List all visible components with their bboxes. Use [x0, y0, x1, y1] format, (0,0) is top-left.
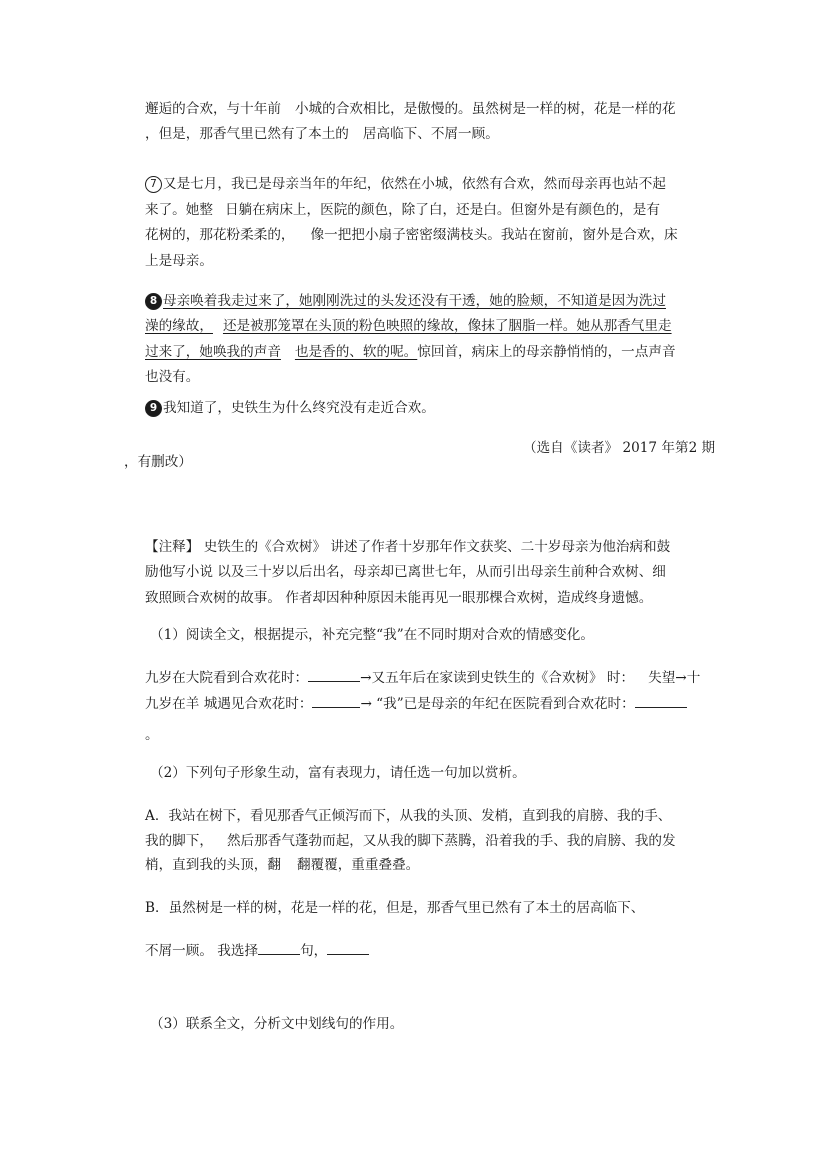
answer-blank-3[interactable] [635, 695, 687, 708]
text-segment: 也没有。 [145, 369, 200, 385]
para8-line-1 [145, 292, 666, 310]
para7-line-3 [145, 226, 678, 244]
note-line-2: 励他写小说 以及三十岁以后出名，母亲却已离世七年，从而引出母亲生前种合欢树、细 [145, 564, 666, 580]
para6-line-1 [145, 100, 676, 118]
option-b-line-2 [145, 942, 369, 960]
underlined-text: 澡的缘故， [145, 318, 213, 334]
option-a-line-3 [145, 856, 419, 874]
text-segment: 小城的合欢相比，是傲慢的。虽然树是一样的树，花是一样的花 [294, 101, 676, 117]
text-segment: 来了。她整 [145, 202, 213, 218]
text-segment: 梢，直到我的头顶，翻 [145, 857, 281, 873]
underlined-text: 过来了，她唤我的声音 [145, 344, 281, 360]
source-line-2: ，有删改） [124, 454, 192, 470]
text-segment: 日躺在病床上，医院的颜色，除了白，还是白。但窗外是有颜色的，是有 [224, 202, 660, 218]
para7-line-4 [145, 252, 213, 270]
para8-line-2 [145, 317, 672, 335]
para7-line-1 [145, 175, 666, 193]
text-segment: 句， [300, 943, 328, 959]
answer-blank-2[interactable] [312, 695, 360, 708]
choice-blank[interactable] [258, 942, 300, 955]
para8-line-3 [145, 343, 676, 361]
text-segment: ，但是，那香气里已然有了本土的 [145, 126, 349, 142]
para9-line [145, 399, 435, 417]
text-segment: 我知道了，史铁生为什么终究没有走近合欢。 [163, 400, 435, 416]
question-2-prompt: （2）下列句子形象生动，富有表现力，请任选一句加以赏析。 [150, 765, 526, 781]
text-segment: 上是母亲。 [145, 253, 213, 269]
text-segment: 不屑一顾。 我选择 [145, 943, 259, 959]
text-segment: 居高临下、不屑一顾。 [362, 126, 499, 142]
paragraph-number-7-icon: 7 [145, 176, 162, 193]
text-segment: 惊回首，病床上的母亲静悄悄的，一点声音 [417, 344, 676, 360]
paragraph-number-8-icon: 8 [145, 293, 162, 310]
text-segment: 九岁在羊 城遇见合欢花时： [145, 696, 313, 712]
text-segment: 九岁在大院看到合欢花时： [145, 670, 309, 686]
text-segment: 失望→十 [648, 670, 701, 686]
text-segment: →又五年后在家读到史铁生的《合欢树》 时： [360, 670, 635, 686]
question-3-prompt: （3）联系全文，分析文中划线句的作用。 [150, 1016, 404, 1032]
question-1-line-2 [145, 695, 687, 713]
underlined-text: 母亲唤着我走过来了，她刚刚洗过的头发还没有干透，她的脸颊，不知道是因为洗过 [163, 293, 666, 309]
para7-line-2 [145, 201, 660, 219]
text-segment: 花树的，那花粉柔柔的， [145, 227, 295, 243]
option-a-line-1: A．我站在树下，看见那香气正倾泻而下，从我的头顶、发梢，直到我的肩膀、我的手、 [145, 808, 672, 824]
text-segment: 又是七月，我已是母亲当年的年纪，依然在小城，依然有合欢，然而母亲再也站不起 [163, 176, 666, 192]
option-b-line-1: B．虽然树是一样的树，花是一样的花，但是，那香气里已然有了本土的居高临下、 [145, 900, 645, 916]
question-1-line-3: 。 [145, 727, 159, 743]
text-segment: 像一把把小扇子密密缀满枝头。我站在窗前，窗外是合欢，床 [310, 227, 678, 243]
paragraph-number-9-icon: 9 [145, 400, 162, 417]
option-a-line-2 [145, 832, 676, 850]
answer-blank-1[interactable] [308, 669, 360, 682]
analysis-blank[interactable] [327, 942, 369, 955]
note-line-3: 致照顾合欢树的故事。 作者却因种种原因未能再见一眼那棵合欢树，造成终身遗憾。 [145, 590, 653, 606]
underlined-text: 还是被那笼罩在头顶的粉色映照的缘故，像抹了胭脂一样。她从那香气里走 [222, 318, 672, 334]
text-segment: 翻覆覆，重重叠叠。 [296, 857, 420, 873]
text-segment: 邂逅的合欢，与十年前 [145, 101, 281, 117]
question-1-prompt: （1）阅读全文，根据提示，补充完整“我”在不同时期对合欢的情感变化。 [150, 627, 594, 643]
text-segment: 然后那香气蓬勃而起，又从我的脚下蒸腾，沿着我的手、我的肩膀、我的发 [226, 833, 676, 849]
text-segment: → “我”已是母亲的年纪在医院看到合欢花时： [360, 696, 635, 712]
underlined-text: 也是香的、软的呢。 [294, 344, 418, 360]
para6-line-2 [145, 125, 499, 143]
text-segment: 我的脚下， [145, 833, 213, 849]
para8-line-4 [145, 368, 199, 386]
note-line-1: 【注释】 史铁生的《合欢树》 讲述了作者十岁那年作文获奖、二十岁母亲为他治病和鼓 [145, 539, 671, 555]
question-1-line-1 [145, 669, 700, 687]
source-line-1: （选自《读者》 2017 年第2 期 [523, 440, 716, 456]
